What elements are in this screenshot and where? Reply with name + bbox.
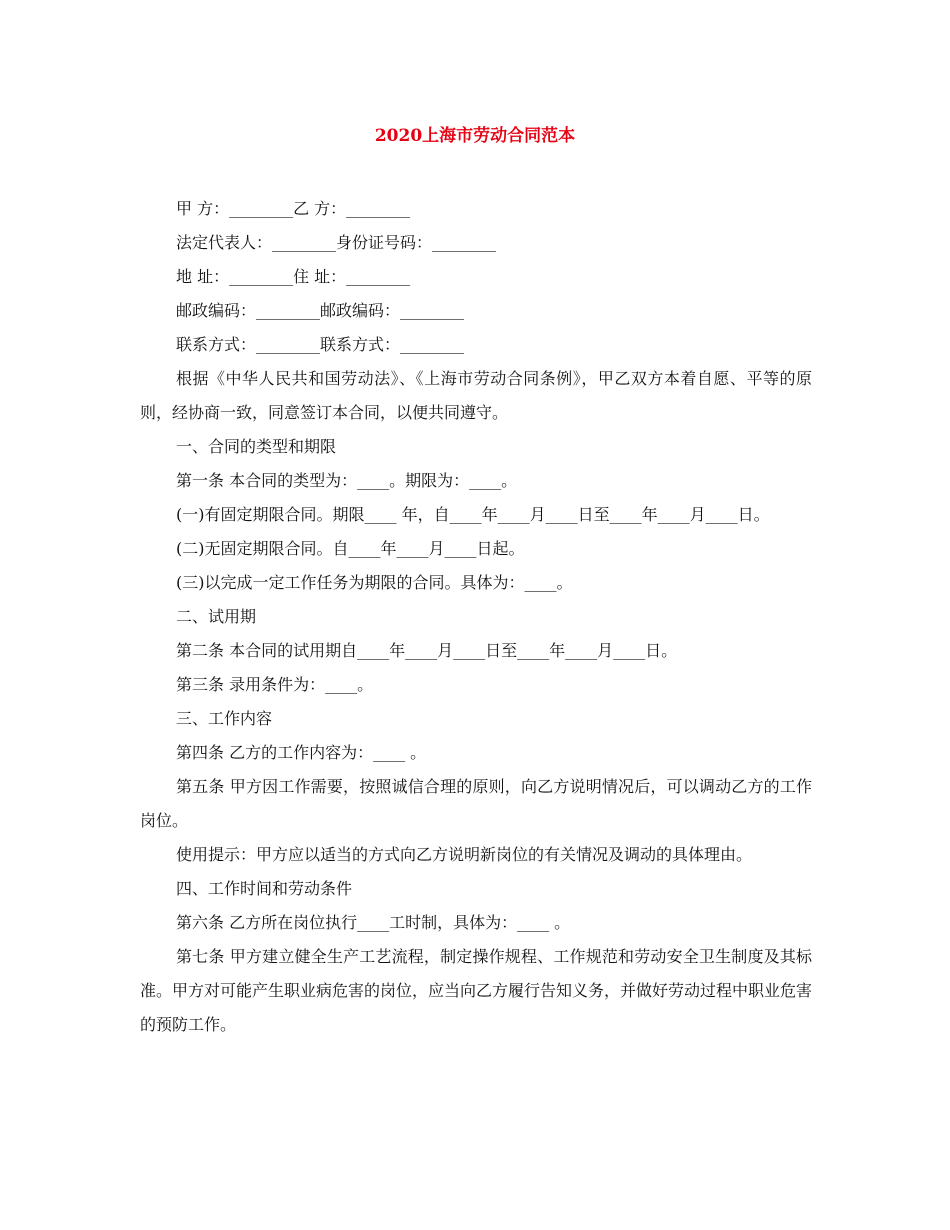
section-heading-3: 三、工作内容 xyxy=(176,709,273,728)
article-1: 第一条 本合同的类型为：____。期限为：____。 xyxy=(176,471,518,490)
document-title: 2020上海市劳动合同范本 xyxy=(374,126,576,146)
section-heading-2: 二、试用期 xyxy=(176,607,257,626)
section-heading-1: 一、合同的类型和期限 xyxy=(176,437,337,456)
party-line-representative: 法定代表人：________身份证号码：________ xyxy=(176,233,497,252)
party-line-contact: 联系方式：________联系方式：________ xyxy=(176,335,465,354)
article-5: 第五条 甲方因工作需要，按照诚信合理的原则，向乙方说明情况后，可以调动乙方的工作岗位。 xyxy=(140,777,812,830)
usage-tip: 使用提示：甲方应以适当的方式向乙方说明新岗位的有关情况及调动的具体理由。 xyxy=(176,845,753,864)
party-line-address: 地 址：________住 址：________ xyxy=(176,267,411,286)
party-line-postcode: 邮政编码：________邮政编码：________ xyxy=(176,301,465,320)
document-body xyxy=(140,192,812,1042)
article-7: 第七条 甲方建立健全生产工艺流程，制定操作规程、工作规范和劳动安全卫生制度及其标准。甲方对可能产生职业病危害的岗位，应当向乙方履行告知义务，并做好劳动过程中职业危害的预防工作。 xyxy=(140,947,813,1034)
article-4: 第四条 乙方的工作内容为：____ 。 xyxy=(176,743,427,762)
article-1-item-2: (二)无固定期限合同。自____年____月____日起。 xyxy=(176,539,525,558)
section-heading-4: 四、工作时间和劳动条件 xyxy=(176,879,353,898)
article-3: 第三条 录用条件为：____。 xyxy=(176,675,374,694)
paragraph-preamble: 根据《中华人民共和国劳动法》、《上海市劳动合同条例》，甲乙双方本着自愿、平等的原则，经协商一致，同意签订本合同，以便共同遵守。 xyxy=(140,369,812,422)
party-line-names: 甲 方：________乙 方：________ xyxy=(176,199,411,218)
article-1-item-1: (一)有固定期限合同。期限____ 年，自____年____月____日至____年____月____日。 xyxy=(176,505,770,524)
article-2: 第二条 本合同的试用期自____年____月____日至____年____月____日。 xyxy=(176,641,678,660)
article-1-item-3: (三)以完成一定工作任务为期限的合同。具体为：____。 xyxy=(176,573,573,592)
article-6: 第六条 乙方所在岗位执行____工时制，具体为：____ 。 xyxy=(176,913,571,932)
